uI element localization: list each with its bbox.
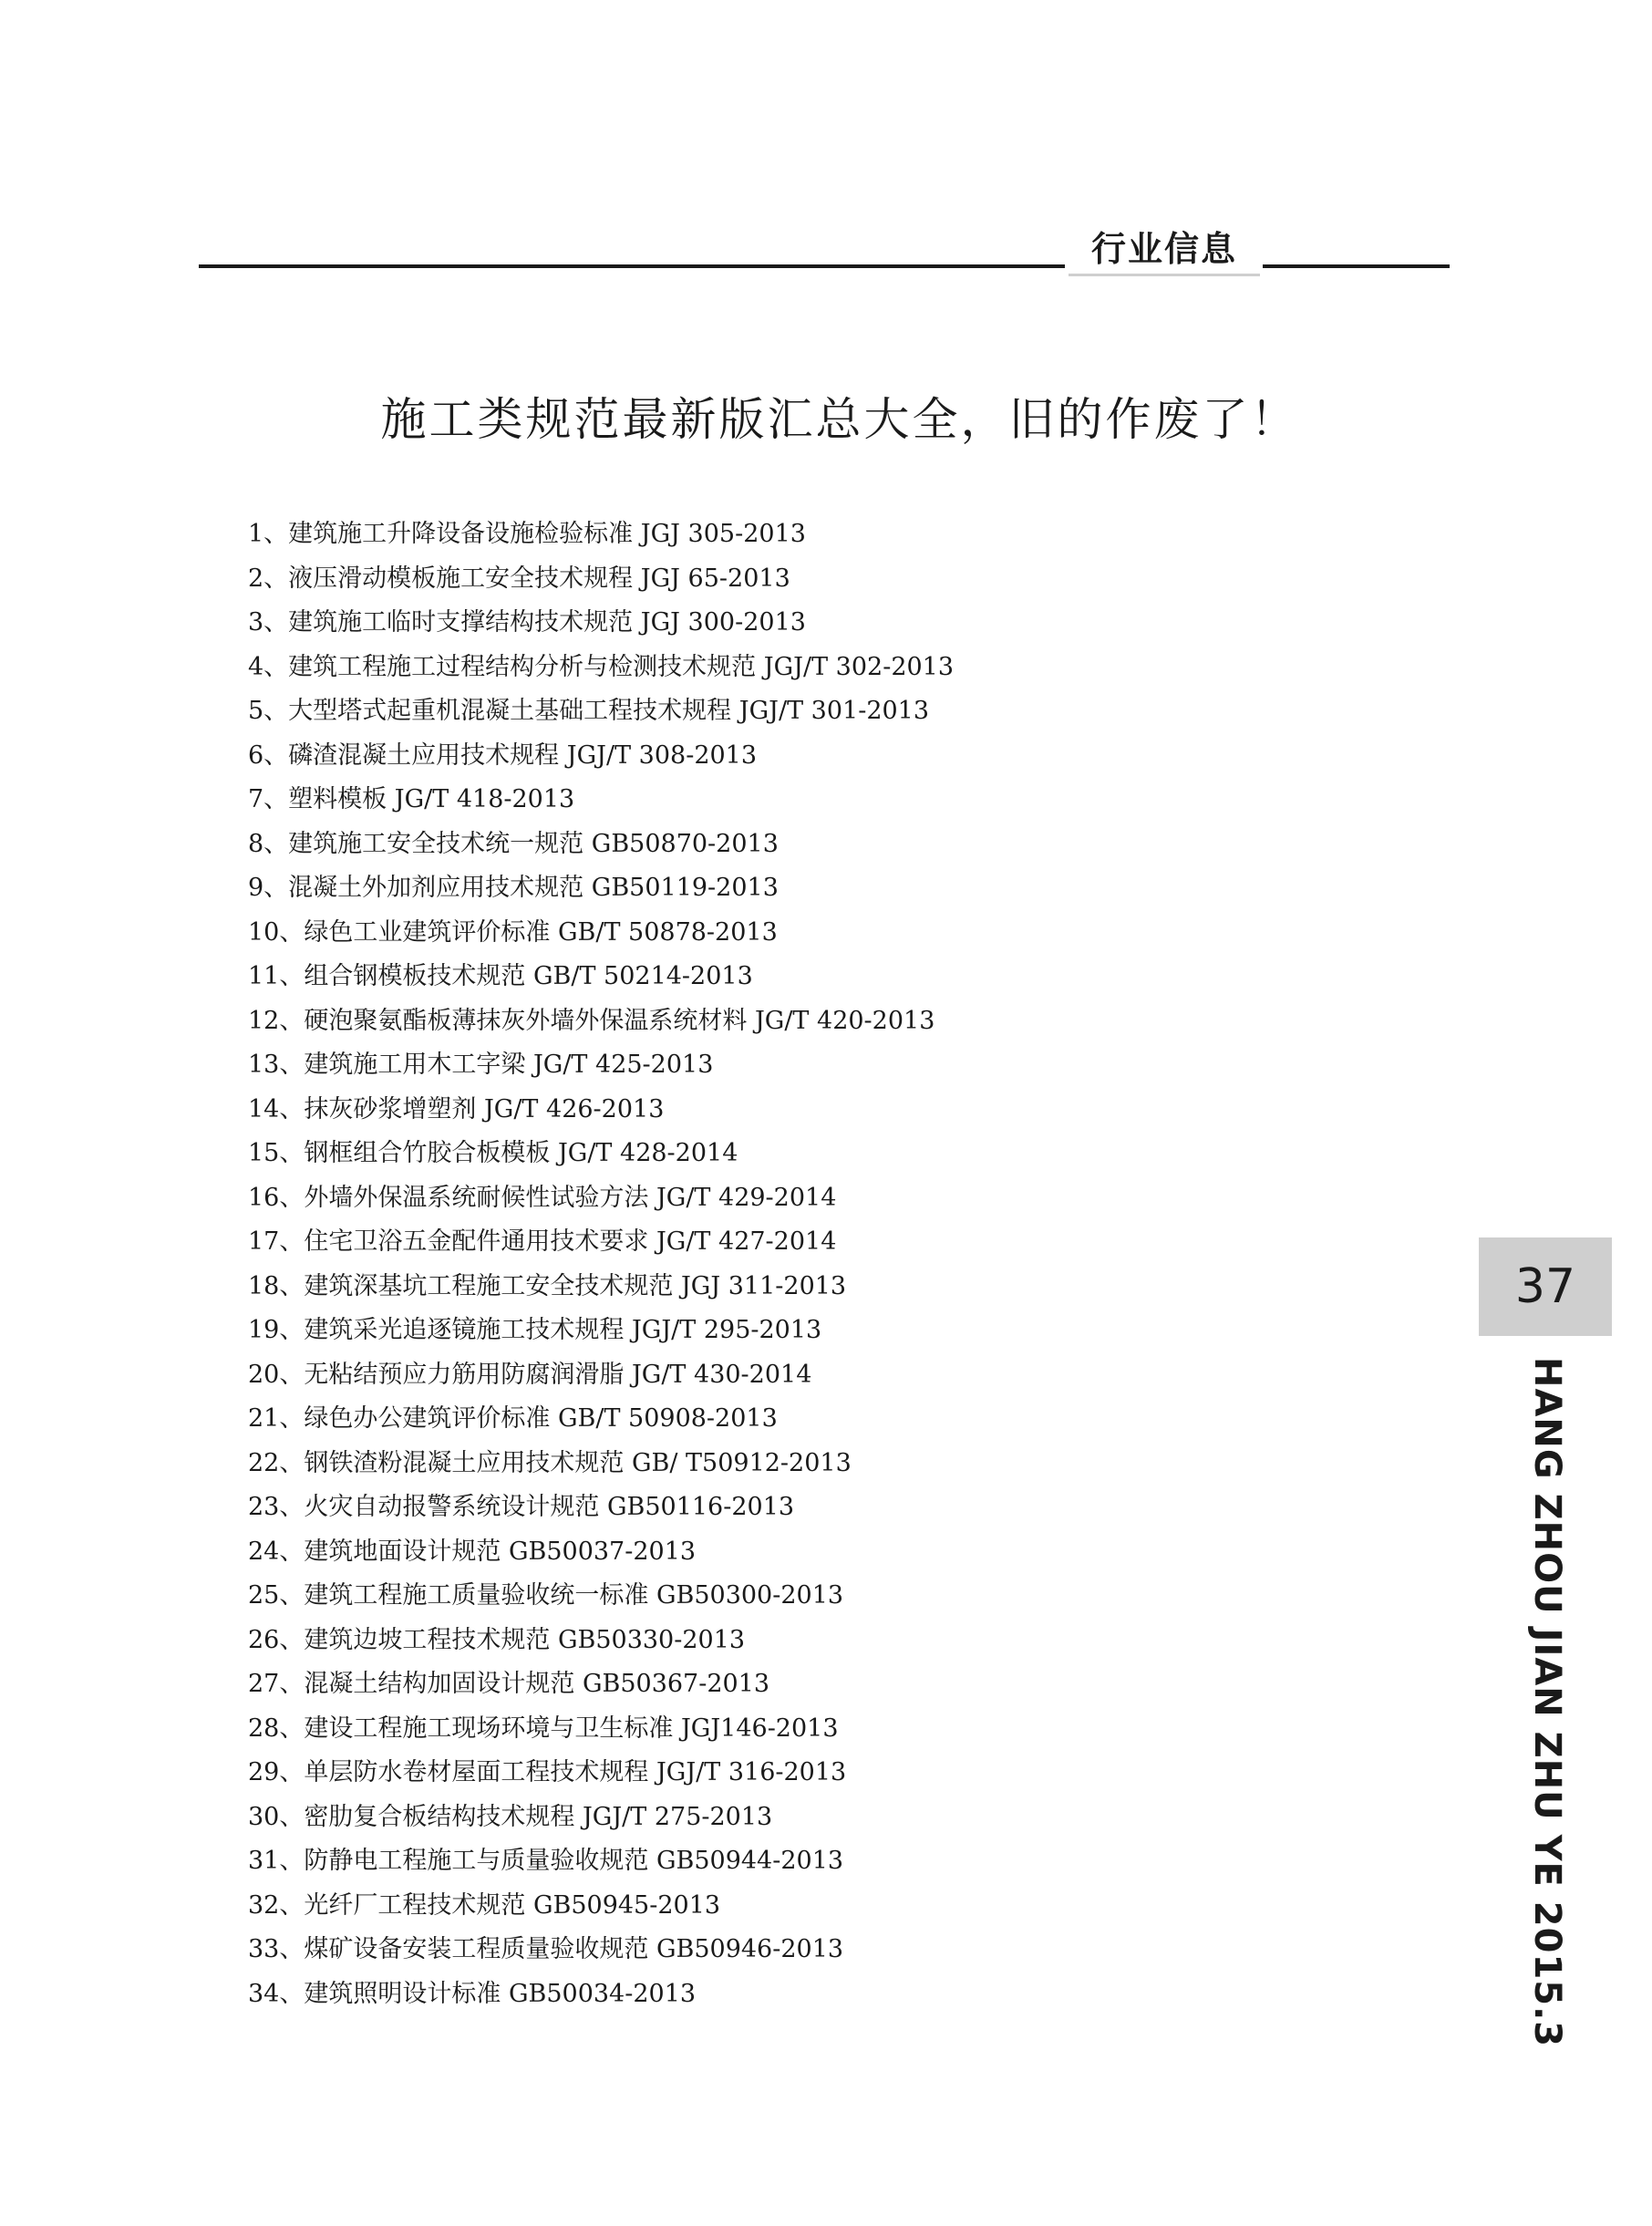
list-item: 20、无粘结预应力筋用防腐润滑脂 JG/T 430-2014 <box>248 1360 812 1389</box>
list-item: 30、密肋复合板结构技术规程 JGJ/T 275-2013 <box>248 1802 773 1831</box>
header-rule-left <box>199 264 1065 268</box>
list-item: 21、绿色办公建筑评价标准 GB/T 50908-2013 <box>248 1404 778 1433</box>
list-item: 3、建筑施工临时支撑结构技术规范 JGJ 300-2013 <box>248 608 806 637</box>
list-item: 12、硬泡聚氨酯板薄抹灰外墙外保温系统材料 JG/T 420-2013 <box>248 1006 935 1035</box>
list-item: 19、建筑采光追逐镜施工技术规程 JGJ/T 295-2013 <box>248 1316 822 1344</box>
list-item: 10、绿色工业建筑评价标准 GB/T 50878-2013 <box>248 917 778 947</box>
list-item: 2、液压滑动模板施工安全技术规程 JGJ 65-2013 <box>248 564 790 593</box>
standards-list <box>248 512 954 2016</box>
list-item: 24、建筑地面设计规范 GB50037-2013 <box>248 1537 697 1566</box>
list-item: 34、建筑照明设计标准 GB50034-2013 <box>248 1979 697 2008</box>
list-item: 13、建筑施工用木工字梁 JG/T 425-2013 <box>248 1051 714 1079</box>
section-label-box <box>1069 217 1260 276</box>
list-item: 18、建筑深基坑工程施工安全技术规范 JGJ 311-2013 <box>248 1271 847 1300</box>
list-item: 28、建设工程施工现场环境与卫生标准 JGJ146-2013 <box>248 1714 839 1743</box>
list-item: 29、单层防水卷材屋面工程技术规程 JGJ/T 316-2013 <box>248 1758 847 1786</box>
page-number-tab <box>1479 1237 1612 1336</box>
list-item: 27、混凝土结构加固设计规范 GB50367-2013 <box>248 1670 770 1698</box>
list-item: 32、光纤厂工程技术规范 GB50945-2013 <box>248 1890 721 1920</box>
list-item: 23、火灾自动报警系统设计规范 GB50116-2013 <box>248 1493 795 1521</box>
list-item: 4、建筑工程施工过程结构分析与检测技术规范 JGJ/T 302-2013 <box>248 652 955 681</box>
list-item: 6、磷渣混凝土应用技术规程 JGJ/T 308-2013 <box>248 740 758 770</box>
list-item: 14、抹灰砂浆增塑剂 JG/T 426-2013 <box>248 1094 665 1123</box>
list-item: 1、建筑施工升降设备设施检验标准 JGJ 305-2013 <box>248 520 806 548</box>
list-item: 16、外墙外保温系统耐候性试验方法 JG/T 429-2014 <box>248 1183 837 1212</box>
list-item: 25、建筑工程施工质量验收统一标准 GB50300-2013 <box>248 1581 844 1610</box>
page-number: 37 <box>1514 1259 1576 1314</box>
list-item: 5、大型塔式起重机混凝土基础工程技术规程 JGJ/T 301-2013 <box>248 697 930 725</box>
list-item: 31、防静电工程施工与质量验收规范 GB50944-2013 <box>248 1847 844 1875</box>
journal-title: HANG ZHOU JIAN ZHU YE 2015.3 <box>1526 1357 1568 2048</box>
list-item: 11、组合钢模板技术规范 GB/T 50214-2013 <box>248 962 753 990</box>
list-item: 9、混凝土外加剂应用技术规范 GB50119-2013 <box>248 874 779 902</box>
page-title: 施工类规范最新版汇总大全，旧的作废了！ <box>380 393 1299 446</box>
list-item: 15、钢框组合竹胶合板模板 JG/T 428-2014 <box>248 1139 738 1167</box>
list-item: 17、住宅卫浴五金配件通用技术要求 JG/T 427-2014 <box>248 1227 837 1256</box>
section-label: 行业信息 <box>1090 228 1237 269</box>
list-item: 7、塑料模板 JG/T 418-2013 <box>248 785 575 813</box>
list-item: 8、建筑施工安全技术统一规范 GB50870-2013 <box>248 829 779 858</box>
list-item: 26、建筑边坡工程技术规范 GB50330-2013 <box>248 1625 746 1654</box>
header-rule-right <box>1263 264 1450 268</box>
list-item: 33、煤矿设备安装工程质量验收规范 GB50946-2013 <box>248 1935 844 1963</box>
list-item: 22、钢铁渣粉混凝土应用技术规范 GB/ T50912-2013 <box>248 1448 852 1477</box>
